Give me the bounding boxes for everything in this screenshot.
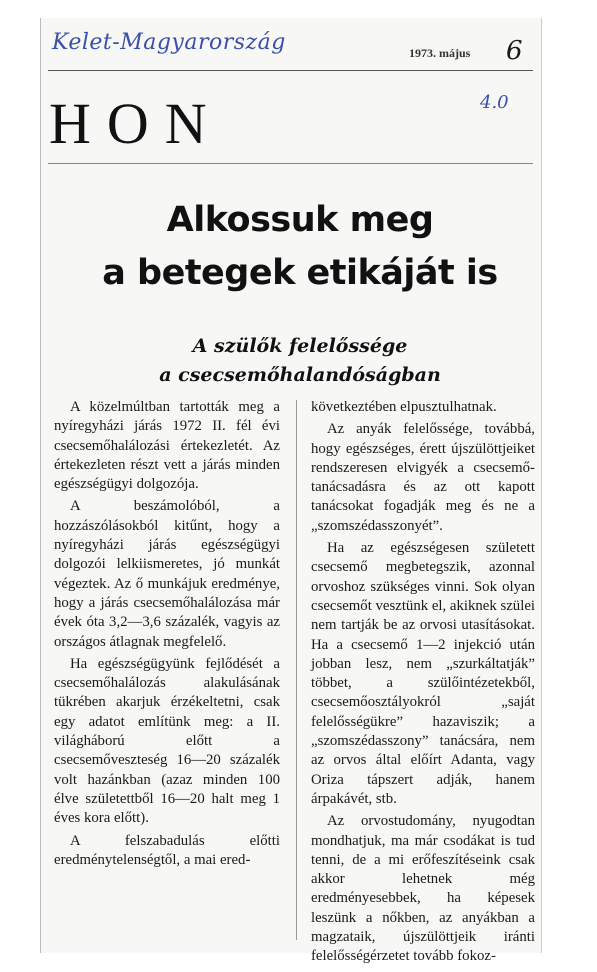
masthead: HON (49, 91, 223, 156)
handwritten-source: Kelet-Magyarország (52, 30, 286, 55)
paragraph: Ha egészségügyünk fejlődését a csecsemőhalálozás alakulásának tükrében akarjuk érzékeltetni, csak egy adatot említünk meg: a II. világháború előtt a csecsemőveszteség 16—20 százalék volt hazánkban (azaz minden 100 élve születettből 16—20 halt meg 1 éves kora előtt). (54, 655, 280, 827)
printed-date: 1973. május (409, 46, 471, 60)
header-rule (48, 70, 533, 71)
paragraph: A beszámolóból, a hozzászólásokból kitűnt, hogy a nyíregyházi járás egészségügyi dolgozói lelkiismeretes, jó munkát végeztek. Az ő munkájuk eredménye, hogy a járás csecsemőhalálozása már évek óta 3,2—3,6 százalék, vagyis az országos átlagnak megfelelő. (54, 498, 280, 650)
paragraph: Ha az egészségesen született csecsemő megbetegszik, azonnal orvoshoz szükséges vinni. Sok olyan csecsemőt vesztünk el, akiknek szülei nem tartják be az orvosi utasításokat. Ha a csecsemő 1—2 injekció után jobban lesz, nem „szurkáltatják” többet, a szülőintézetekből, csecsemőosztályokról „saját felelősségükre” hazaviszik; a „szomszédasszony” tanácsára, nem az orvos által előírt Adanta, vagy Oriza tápszert adják, hanem árpakávét, stb. (311, 540, 535, 807)
paragraph: A felszabadulás előtti eredménytelenségtől, a mai ered- (54, 832, 280, 868)
masthead-rule (48, 163, 533, 164)
handwritten-note: 4.0 (480, 92, 509, 113)
subhead-line-1: A szülők felelőssége (192, 335, 408, 357)
paragraph: A közelmúltban tartották meg a nyíregyházi járás 1972 II. fél évi csecsemőhalálozási értekezletét. Az értekezleten részt vett a járás minden egészségügyi dolgozója. (54, 399, 280, 493)
headline-line-2: a betegek etikáját is (102, 253, 498, 293)
paragraph: következtében elpusztulhatnak. (311, 399, 497, 415)
headline-line-1: Alkossuk meg (166, 200, 434, 240)
subhead-line-2: a csecsemőhalandóságban (159, 364, 441, 386)
article-column-right (311, 398, 535, 970)
article-column-left (54, 398, 280, 873)
paragraph: Az anyák felelőssége, továbbá, hogy egészséges, érett újszülöttjeiket rendszeresen elvigyék a csecsemő-tanácsadásra és az ott kapott tanácsokat fogadják meg és ne a „szomszédasszonyét”. (311, 421, 535, 534)
column-divider (296, 400, 297, 940)
paragraph: Az orvostudomány, nyugodtan mondhatjuk, ma már csodákat is tud tenni, de a mi erőfeszítéseink csak akkor lehetnek még eredményesebbek, ha képesek leszünk a nőkben, az anyákban a magzataik, újszülöttjeik iránti felelősségérzetet tovább fokoz- (311, 813, 535, 965)
handwritten-day: 6 (506, 36, 523, 66)
